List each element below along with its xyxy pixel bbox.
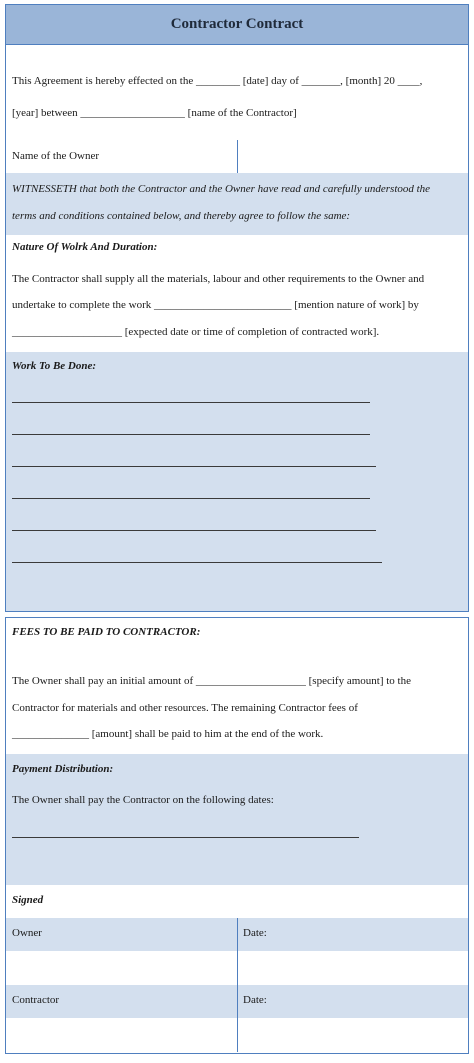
- owner-date-label: Date:: [243, 927, 267, 939]
- witnesseth-line-2: terms and conditions contained below, and thereby agree to follow the same:: [12, 210, 351, 222]
- witnesseth-line-1: WITNESSETH that both the Contractor and the Owner have read and carefully understood the: [12, 183, 431, 195]
- fees-section: [6, 618, 468, 754]
- nature-heading: Nature Of Wolrk And Duration:: [12, 241, 158, 253]
- contractor-date-field[interactable]: [239, 1018, 468, 1052]
- work-to-be-done-section: [6, 352, 468, 611]
- payment-line-1: The Owner shall pay the Contractor on the following dates:: [12, 794, 274, 806]
- signed-heading: Signed: [12, 894, 44, 906]
- witnesseth-section: [6, 173, 468, 235]
- page-title: Contractor Contract: [170, 16, 304, 32]
- nature-line-2: undertake to complete the work _________________________ [mention nature of work] by: [12, 299, 419, 311]
- work-heading: Work To Be Done:: [12, 360, 97, 372]
- work-blank-line[interactable]: [12, 498, 370, 499]
- contractor-signature-row: [6, 1018, 468, 1052]
- owner-name-label: Name of the Owner: [12, 150, 100, 162]
- contract-form-bottom: [5, 617, 469, 1054]
- nature-line-1: The Contractor shall supply all the materials, labour and other requirements to the Owner and: [12, 273, 425, 285]
- work-blank-line[interactable]: [12, 402, 370, 403]
- owner-signature-label: Owner: [12, 927, 42, 939]
- owner-date-field[interactable]: [239, 951, 468, 985]
- work-blank-line[interactable]: [12, 562, 382, 563]
- title-bar: [6, 5, 468, 45]
- nature-line-3: ____________________ [expected date or time of completion of contracted work].: [12, 326, 380, 338]
- contractor-signature-label: Contractor: [12, 994, 60, 1006]
- contractor-signature-field[interactable]: [6, 1018, 237, 1052]
- work-blank-line[interactable]: [12, 434, 370, 435]
- fees-line-2: Contractor for materials and other resources. The remaining Contractor fees of: [12, 702, 358, 714]
- signed-section: [6, 885, 468, 918]
- contract-form-top: [5, 4, 469, 612]
- agreement-line-1: This Agreement is hereby effected on the ________ [date] day of _______, [month] 20 ____,: [12, 75, 423, 87]
- work-blank-line[interactable]: [12, 466, 376, 467]
- owner-signature-row: [6, 951, 468, 985]
- owner-signature-field[interactable]: [6, 951, 237, 985]
- fees-heading: FEES TO BE PAID TO CONTRACTOR:: [12, 626, 201, 638]
- payment-blank-line[interactable]: [12, 837, 359, 838]
- fees-line-1: The Owner shall pay an initial amount of ____________________ [specify amount] to the: [12, 675, 411, 687]
- contractor-date-label: Date:: [243, 994, 267, 1006]
- payment-distribution-section: [6, 754, 468, 885]
- work-blank-line[interactable]: [12, 530, 376, 531]
- fees-line-3: ______________ [amount] shall be paid to him at the end of the work.: [12, 728, 324, 740]
- agreement-line-2: [year] between ___________________ [name of the Contractor]: [12, 107, 297, 119]
- owner-name-row: [6, 140, 468, 173]
- owner-name-field[interactable]: [239, 140, 468, 173]
- nature-of-work-section: [6, 235, 468, 352]
- owner-signature-label-row: [6, 918, 468, 951]
- agreement-section: [6, 45, 468, 140]
- contractor-signature-label-row: [6, 985, 468, 1018]
- payment-heading: Payment Distribution:: [12, 763, 114, 775]
